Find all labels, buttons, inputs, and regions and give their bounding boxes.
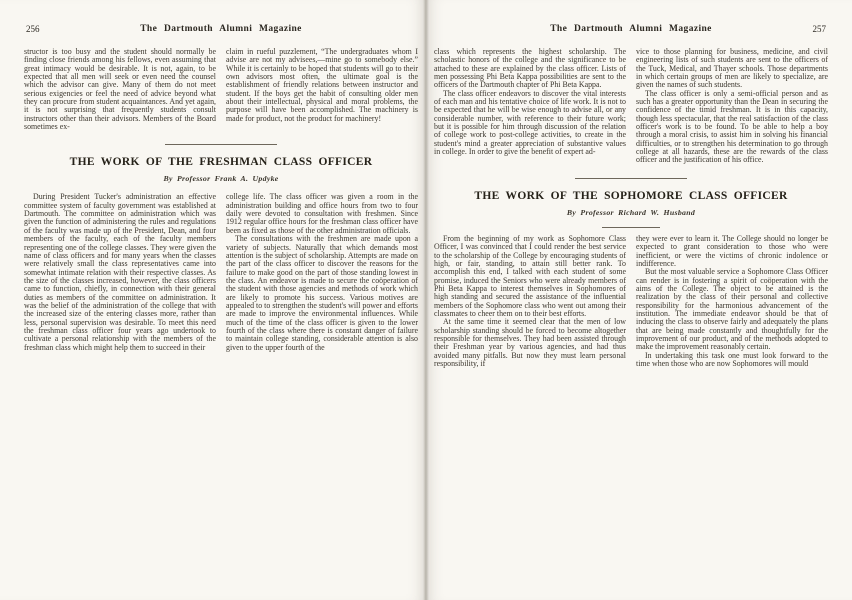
paragraph: they were ever to learn it. The College should no longer be expected to grant consideration to those who were inefficient, or were the victims of chronic indolence or indifference.: [636, 233, 828, 268]
sophomore-article-body: [434, 235, 828, 369]
journal-title-left: The Dartmouth Alumni Magazine: [140, 24, 302, 34]
section-divider-rule: [165, 144, 277, 145]
byline-divider-rule: [602, 227, 660, 228]
paragraph: college life. The class officer was given a room in the administration building and office hours from two to four daily were devoted to consultation with freshmen. Since 1912 regular office hours for the freshman class officer have been as fixed as those of the other administration officials.: [226, 192, 418, 235]
article-title-sophomore: THE WORK OF THE SOPHOMORE CLASS OFFICER: [474, 189, 788, 202]
article-byline-sophomore: By Professor Richard W. Husband: [566, 207, 696, 217]
article-title-freshman: THE WORK OF THE FRESHMAN CLASS OFFICER: [69, 156, 373, 169]
paragraph: structor is too busy and the student should normally be finding close friends among his fellows, even assuming that great intimacy would be desirable. It is not, again, to be expected that all men will seek or even need the counsel which the advisor can give. Many of them do not meet serious exigencies or feel the need of advice beyond what they can procure from student acquaintances. And yet again, it is not surprising that frequently students consult instructors other than their advisors. Members of the Board sometimes ex-: [24, 47, 216, 132]
section-divider-rule: [575, 178, 687, 179]
journal-title-right: The Dartmouth Alumni Magazine: [550, 24, 712, 34]
article-column: [636, 48, 828, 165]
page-number-left: 256: [26, 24, 40, 34]
page-number-right: 257: [812, 24, 826, 34]
page-header-left: [24, 24, 418, 38]
paragraph: The class officer is only a semi-official person and as such has a greater opportunity than the Dean in securing the confidence of the timid freshman. It is in this capacity, though less spectacular, that the real satisfaction of the class officer's work is to be found. To be able to help a boy through a moral crisis, to assist him in solving his financial difficulties, or to strengthen his determination to go through college at all hazards, these are the rewards of the class officer and the justification of his office.: [636, 88, 828, 165]
article-column: [434, 48, 626, 165]
paragraph: claim in rueful puzzlement, “The undergraduates whom I advise are not my advisees,—mine go to somebody else.” While it is certainly to be hoped that students will go to their own advisors most often, the ultimate goal is the establishment of friendly relations between instructor and student. If the boys get the habit of consulting older men about their intellectual, physical and moral problems, the purpose will have been accomplished. The machinery is made for product, not the product for machinery!: [226, 47, 418, 123]
continued-article-section-left: [24, 48, 418, 131]
article-column: [434, 235, 626, 369]
page-header-right: [434, 24, 828, 38]
paragraph: The consultations with the freshmen are made upon a variety of subjects. Naturally that which demands most attention is the subject of scholarship. Attempts are made on the part of the class officer to discover the reasons for the failure to make good on the part of those standing lowest in the class. An endeavor is made to secure the coöperation of the student with those agencies and methods of work which are likely to promote his success. Various motives are appealed to to strengthen the student's will power and efforts are made to improve the environmental influences. While much of the time of the class officer is given to the lower fourth of the class where there is constant danger of failure to maintain college standing, considerable attention is also given to the upper fourth of the: [226, 234, 418, 352]
article-column: [24, 48, 216, 131]
paragraph: class which represents the highest scholarship. The scholastic honors of the college and the significance to be attached to these are explained by the class officer. Lists of men possessing Phi Beta Kappa possibilities are sent to the officers of the Dartmouth chapter of Phi Beta Kappa.: [434, 47, 626, 90]
paragraph: From the beginning of my work as Sophomore Class Officer, I was convinced that I could render the best service to the scholarship of the College by encouraging students of high, or fair, standing, to attain still better rank. To accomplish this end, I talked with each student of some promise, induced the Seniors who were already members of Phi Beta Kappa to interest themselves in Sophomores of high standing and secured the assistance of the influential members of the Sophomore class who went out among their classmates to cheer them on to their best efforts.: [434, 233, 626, 318]
paragraph: The class officer endeavors to discover the vital interests of each man and his tentative choice of life work. It is not to be expected that he will be wise enough to advise all, or any considerable number, with reference to their future work; but it is possible for him through discussion of the relation of college work to post-college activities, to create in the student's mind a greater appreciation of substantive values in college. In order to give the benefit of expert ad-: [434, 88, 626, 157]
freshman-article-body: [24, 193, 418, 352]
continued-article-section-right: [434, 48, 828, 165]
paragraph: vice to those planning for business, medicine, and civil engineering lists of such students are sent to the officers of the Tuck, Medical, and Thayer schools. Those departments in which certain groups of men are likely to specialize, are given the names of such students.: [636, 47, 828, 90]
paragraph: In undertaking this task one must look forward to the time when those who are now Sophomores will mould: [636, 350, 828, 368]
article-column: [636, 235, 828, 369]
article-column: [226, 193, 418, 352]
article-column: [226, 48, 418, 131]
paragraph: During President Tucker's administration an effective committee system of faculty government was established at Dartmouth. The committee on administration which was given the function of administering the rules and regulations of the faculty was made up of the President, Dean, and four members of the faculty, each of the faculty members representing one of the college classes. They were given the name of class officers and for many years when the classes were relatively small the class representatives came into somewhat intimate relation with their respective classes. As the size of the classes increased, however, the class officers came to function, chiefly, in connection with their general duties as members of the committee on administration. It was the belief of the administration of the college that with the increased size of the entering classes more, rather than less, personal supervision was desirable. To meet this need the freshman class officer four years ago undertook to cultivate a personal relationship with the members of the freshman class which might help them to succeed in their: [24, 192, 216, 352]
paragraph: But the most valuable service a Sophomore Class Officer can render is in fostering a spirit of coöperation with the aims of the College. The object to be attained is the realization by the class of their personal and collective responsibility for the harmonious advancement of the institution. The immediate endeavor should be that of inducing the class to observe fairly and adequately the plans that are being made constantly and thoughtfully for the improvement of our product, and of the methods adopted to make the improvement reasonably certain.: [636, 267, 828, 352]
article-byline-freshman: By Professor Frank A. Updyke: [163, 174, 279, 184]
page-right: [426, 0, 852, 600]
paragraph: At the same time it seemed clear that the men of low scholarship standing should be forced to become altogether responsible for themselves. They had been assisted through their Freshman year by various agencies, and had thus avoided many pitfalls. But now they must learn personal responsibility, if: [434, 317, 626, 368]
article-column: [24, 193, 216, 352]
